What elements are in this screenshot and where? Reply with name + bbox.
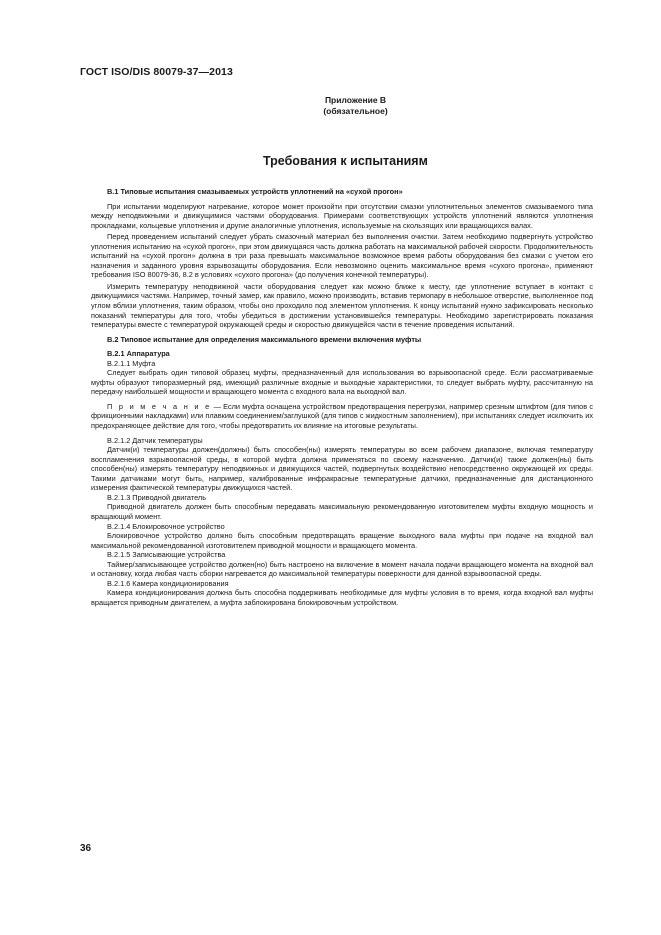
section-b215-text: Таймер/записывающее устройство должен(но) быть настроено на включение в момент начала подачи вращающего момента на входной вал и остановку, когда любая часть сборки нагревается до максимальной температуры поверхности для данной взрывоопасной среды. [91,559,593,579]
appendix-title: Приложение В [324,95,387,105]
section-b21-heading: В.2.1 Аппаратура [107,349,170,359]
note-paragraph [91,402,593,431]
section-b213-text: Приводной двигатель должен быть способным передавать максимальную рекомендованную изготовителем муфты входную мощность и вращающий момент. [91,502,593,521]
section-b211-label: В.2.1.1 Муфта [107,358,156,368]
section-b214-text: Блокировочное устройство должно быть способным предотвращать вращение выходного вала муфты при подаче на входной вал максимальной рекомендованной изготовителем приводной мощности и вращающего момента. [91,531,593,550]
main-title: Требования к испытаниям [263,154,428,168]
section-b1-paragraph-1: При испытании моделируют нагревание, которое может произойти при отсутствии смазки уплотнительных элементов смазываемого типа между неподвижными и движущимися частями оборудования. Примерами соответствующих устройств уплотнений являются уплотнения прокладками, кольцевые уплотнения и другие аналогичные уплотнения, используемые на скользящих или вращающихся валах. [91,201,593,230]
document-body [91,187,593,607]
section-b212-text: Датчик(и) температуры должен(должны) быть способен(ны) измерять температуры во всем рабочем диапазоне, включая температуру воспламенения взрывоопасной среды, в которой муфта должна применяться по своему назначению. Датчик(и) также должен(ны) быть способен(ны) измерять температуру неподвижных и движущихся частей, подвергнутых воздействию непосредственно окружающей их среды. Такими датчиками могут быть, например, калиброванные инфракрасные температурные датчики, предназначенные для дистанционного измерения фактической температуры движущихся частей. [91,445,593,493]
section-b212-label: В.2.1.2 Датчик температуры [107,435,203,445]
standard-header: ГОСТ ISO/DIS 80079-37—2013 [80,66,233,78]
note-text: — Если муфта оснащена устройством предотвращения перегрузки, например срезным штифтом (для типов с фрикционными накладками) или плавким соединением/заглушкой (для типов с жидкостным заполнением), при испытаниях следует исключить их предохраняющее действие для того, чтобы предотвратить их влияние на итоговые результаты. [91,401,593,431]
section-b215-label: В.2.1.5 Записывающие устройства [107,550,226,560]
note-label: П р и м е ч а н и е [107,401,212,411]
section-b1-paragraph-3: Измерить температуру неподвижной части оборудования следует как можно ближе к месту, где уплотнение вступает в контакт с движущимися частями. Например, точный замер, как правило, можно производить, вставив термопару в небольшое отверстие, выполненное под углом вблизи уплотнения, таким образом, чтобы оно проходило под элементом уплотнения. К концу испытаний нужно зафиксировать несколько показаний температуры для того, чтобы убедиться в достижении установившейся температуры. Необходимо зарегистрировать показания температуры вместе с температурой окружающей среды и скоростью движущейся части в течение проведения испытаний. [91,281,593,330]
section-b214-label: В.2.1.4 Блокировочное устройство [107,521,225,531]
section-b216-text: Камера кондиционирования должна быть способна поддерживать необходимые для муфты условия в то время, когда входной вал муфты вращается приводным двигателем, а муфта заблокирована блокировочным устройством. [91,588,593,607]
page-number: 36 [80,843,92,854]
section-b1-paragraph-2: Перед проведением испытаний следует убрать смазочный материал без выполнения очистки. Затем необходимо подвергнуть устройство уплотнения испытанию на «сухой прогон», при этом движущаяся часть должна работать на максимальной рабочей скорости. Продолжительность испытаний на «сухой прогон» должна в три раза превышать максимальное возможное время работы оборудования без смазки с учетом его назначения и заданного уровня взрывозащиты оборудования. Если невозможно оценить максимальное время «сухого прогона», применяют требования ISO 80079-36, 8.2 в условиях «сухого прогона» (до получения конечной температуры). [91,232,593,280]
section-b211-text: Следует выбрать один типовой образец муфты, предназначенный для использования во взрывоопасной среде. Если рассматриваемые муфты образуют типоразмерный ряд, имеющий различные входные и выходные характеристики, то следует выбрать муфту, рассчитанную на передачу наибольшей мощности и вращающего момента с входного вала на выходной вал. [91,368,593,397]
section-b1-heading: В.1 Типовые испытания смазываемых устройств уплотнений на «сухой прогон» [107,187,403,196]
section-b213-label: В.2.1.3 Приводной двигатель [107,492,207,502]
section-b216-label: В.2.1.6 Камера кондиционирования [107,578,229,588]
appendix-subtitle: (обязательное) [323,106,388,116]
section-b2-heading: В.2 Типовое испытание для определения максимального времени включения муфты [107,334,422,344]
